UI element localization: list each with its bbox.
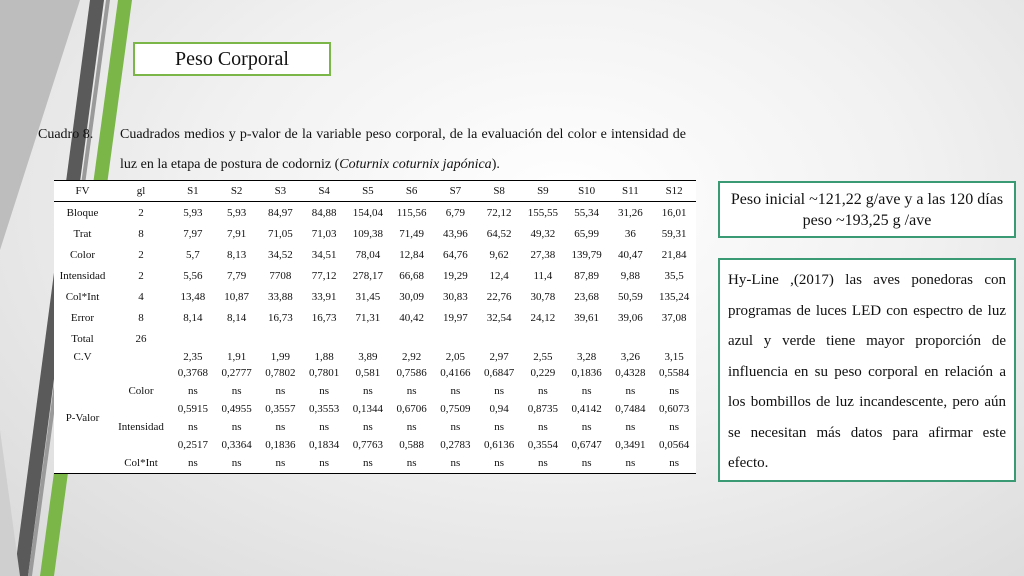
table-cell: 8 (138, 311, 144, 324)
significance-cell: ns (537, 421, 548, 433)
table-cell: 59,31 (661, 227, 687, 240)
empty-cell (302, 328, 346, 349)
table-cell: 154,04 (352, 206, 383, 219)
significance-cell: ns (450, 385, 461, 397)
table-cell: 8,14 (183, 311, 203, 324)
significance-cell: ns (187, 385, 198, 397)
significance-cell: ns (669, 421, 680, 433)
table-cell: 34,52 (268, 248, 293, 261)
species-name: Coturnix coturnix japónica (339, 157, 492, 172)
table-cell: 10,87 (224, 290, 249, 303)
cv-cell: 2,35 (183, 350, 203, 363)
table-cell: 39,61 (574, 311, 599, 324)
table-cell: 9,88 (620, 269, 640, 282)
significance-cell: ns (231, 385, 242, 397)
table-row (54, 307, 696, 328)
table-cell: 16,73 (311, 311, 337, 324)
cv-cell: 1,91 (227, 350, 247, 363)
table-cell: 87,89 (574, 269, 599, 282)
table-cell: Error (70, 311, 95, 324)
cv-cell: 2,55 (533, 350, 553, 363)
header-cell: S11 (609, 181, 653, 202)
pvalue-cell: 0,6136 (484, 439, 515, 451)
table-cell: 71,49 (399, 227, 424, 240)
total-label: Total (71, 332, 94, 345)
table-row (54, 265, 696, 286)
table-cell: 5,7 (186, 248, 200, 261)
table-cell: 115,56 (396, 206, 427, 219)
table-cell: Col*Int (65, 290, 100, 303)
table-cell: 30,09 (399, 290, 424, 303)
table-row (54, 202, 696, 224)
table-cell: 49,32 (530, 227, 556, 240)
significance-cell: ns (319, 421, 330, 433)
significance-cell: ns (275, 457, 286, 469)
table-cell: 71,03 (311, 227, 337, 240)
table-cell: Intensidad (59, 269, 106, 282)
table-cell: 19,97 (443, 311, 468, 324)
table-cell: 35,5 (664, 269, 684, 282)
table-cell: 8 (138, 227, 144, 240)
table-cell: 278,17 (352, 269, 383, 282)
significance-cell: ns (275, 421, 286, 433)
table-cell: 84,88 (311, 206, 337, 219)
table-cell: 7,79 (227, 269, 247, 282)
table-cell: 6,79 (445, 206, 465, 219)
table-cell: 5,93 (227, 206, 247, 219)
pvalue-cell: 0,0564 (659, 439, 690, 451)
table-cell: 39,06 (618, 311, 643, 324)
empty-cell (477, 328, 521, 349)
table-cell: 139,79 (571, 248, 602, 261)
pvalue-cell: 0,5584 (659, 367, 690, 379)
total-gl: 26 (135, 332, 147, 345)
pvalue-cell: 0,7801 (309, 367, 340, 379)
table-row (54, 286, 696, 307)
caption-number: Cuadro 8. (38, 127, 94, 142)
table-cell: 84,97 (268, 206, 293, 219)
table-cell: 5,56 (183, 269, 203, 282)
pvalue-cell: 0,7586 (396, 367, 427, 379)
significance-cell: ns (450, 421, 461, 433)
header-cell: S12 (652, 181, 696, 202)
empty-cell (346, 328, 390, 349)
table-cell: 71,05 (268, 227, 293, 240)
table-cell: 12,84 (399, 248, 424, 261)
significance-cell: ns (362, 457, 373, 469)
table-cell: 24,12 (530, 311, 556, 324)
significance-cell: ns (406, 385, 417, 397)
table-cell: 65,99 (574, 227, 599, 240)
pvalue-cell: 0,1836 (571, 367, 602, 379)
table-cell: 7,97 (183, 227, 203, 240)
header-cell: S4 (302, 181, 346, 202)
empty-cell (434, 328, 478, 349)
table-cell: 36 (624, 227, 636, 240)
significance-cell: ns (319, 457, 330, 469)
significance-cell: ns (669, 385, 680, 397)
header-cell: S1 (171, 181, 215, 202)
table-cell: Color (69, 248, 96, 261)
pvalue-cell: 0,3554 (527, 439, 558, 451)
pvalue-cell: 0,8735 (527, 403, 558, 415)
pvalue-cell: 0,7509 (440, 403, 471, 415)
pvalue-cell: 0,5915 (177, 403, 208, 415)
cv-cell: 2,05 (445, 350, 465, 363)
pvalue-row (54, 400, 696, 418)
empty-cell (54, 364, 111, 400)
significance-cell: ns (494, 457, 505, 469)
header-cell: S6 (390, 181, 434, 202)
pvalue-cell: 0,3768 (177, 367, 208, 379)
empty-cell (652, 328, 696, 349)
header-cell: S5 (346, 181, 390, 202)
table-cell: Bloque (66, 206, 99, 219)
header-cell: S9 (521, 181, 565, 202)
significance-cell: ns (275, 385, 286, 397)
pvalue-cell: 0,4328 (615, 367, 646, 379)
significance-cell: ns (581, 421, 592, 433)
cv-label: C.V (73, 350, 92, 363)
significance-cell: ns (581, 457, 592, 469)
table-cell: 31,45 (355, 290, 381, 303)
pvalue-cell: 0,1834 (309, 439, 340, 451)
pvalue-cell: 0,1344 (352, 403, 383, 415)
table-cell: 33,88 (268, 290, 293, 303)
pvalue-cell: 0,6073 (659, 403, 690, 415)
pvalue-group-name: Intensidad (118, 421, 164, 433)
significance-cell: ns (494, 421, 505, 433)
table-cell: 4 (138, 290, 144, 303)
table-row (54, 244, 696, 265)
significance-cell: ns (625, 457, 636, 469)
significance-cell: ns (450, 457, 461, 469)
table-cell: 32,54 (486, 311, 512, 324)
table-cell: 64,76 (443, 248, 468, 261)
table-cell: 11,4 (533, 269, 553, 282)
header-cell: gl (111, 181, 171, 202)
table-cell: 37,08 (661, 311, 687, 324)
table-cell: 2 (138, 248, 144, 261)
header-cell: S2 (215, 181, 259, 202)
empty-cell (565, 328, 609, 349)
table-cell: 135,24 (659, 290, 690, 303)
table-cell: 8,13 (227, 248, 247, 261)
table-cell: 34,51 (311, 248, 337, 261)
pvalue-cell: 0,6706 (396, 403, 427, 415)
empty-cell (54, 436, 111, 472)
pvalue-cell: 0,3491 (615, 439, 646, 451)
table-row (54, 223, 696, 244)
table-cell: 12,4 (489, 269, 509, 282)
table-cell: 23,68 (574, 290, 599, 303)
pvalue-group-name: Color (128, 385, 154, 397)
table-cell: 7,91 (227, 227, 247, 240)
significance-cell: ns (187, 421, 198, 433)
pvalue-cell: 0,2517 (177, 439, 208, 451)
table-cell: 16,01 (661, 206, 687, 219)
pvalue-cell: 0,94 (489, 403, 509, 415)
significance-cell: ns (362, 421, 373, 433)
pvalue-cell: 0,7763 (352, 439, 383, 451)
table-cell: 40,42 (399, 311, 424, 324)
header-cell: S3 (259, 181, 303, 202)
table-cell: 31,26 (618, 206, 643, 219)
pvalue-row (54, 436, 696, 454)
table-cell: 21,84 (661, 248, 687, 261)
total-row (54, 328, 696, 349)
table-cell: 55,34 (574, 206, 599, 219)
significance-cell: ns (187, 457, 198, 469)
significance-cell: ns (494, 385, 505, 397)
table-cell: 7708 (269, 269, 292, 282)
pvalue-cell: 0,2777 (221, 367, 252, 379)
pvalue-cell: 0,2783 (440, 439, 471, 451)
pvalue-cell: 0,7484 (615, 403, 646, 415)
table-cell: 64,52 (486, 227, 512, 240)
weight-note-box: Peso inicial ~121,22 g/ave y a las 120 días peso ~193,25 g /ave (718, 181, 1016, 238)
pvalue-cell: 0,581 (355, 367, 381, 379)
significance-cell: ns (669, 457, 680, 469)
significance-cell: ns (537, 385, 548, 397)
cv-cell: 3,15 (664, 350, 684, 363)
table-cell: 77,12 (311, 269, 337, 282)
pvalue-cell: 0,4166 (440, 367, 471, 379)
header-cell: S7 (434, 181, 478, 202)
table-cell: 72,12 (486, 206, 512, 219)
pvalue-cell: 0,588 (399, 439, 424, 451)
pvalue-cell: 0,6747 (571, 439, 602, 451)
cv-row (54, 349, 696, 364)
cv-cell: 2,92 (402, 350, 422, 363)
empty-cell (215, 328, 259, 349)
table-cell: 13,48 (180, 290, 206, 303)
table-cell: 33,91 (311, 290, 337, 303)
pvalue-row (54, 364, 696, 382)
empty-cell (609, 328, 653, 349)
slide-title: Peso Corporal (133, 42, 331, 76)
table-cell: Trat (73, 227, 92, 240)
significance-cell: ns (406, 457, 417, 469)
pvalue-cell: 0,3553 (309, 403, 340, 415)
empty-cell (390, 328, 434, 349)
table-header-row (54, 181, 696, 202)
reference-text-box: Hy-Line ,(2017) las aves ponedoras con programas de luces LED con espectro de luz azul y verde tiene mayor proporción de influencia en su peso corporal en relación a los bombillos de luz incandescente, pero aún se necesitan más datos para afirmar este efecto. (718, 258, 1016, 482)
table-cell: 78,04 (355, 248, 381, 261)
pvalue-cell: 0,7802 (265, 367, 296, 379)
header-cell: S10 (565, 181, 609, 202)
empty-cell (111, 349, 171, 364)
significance-cell: ns (231, 421, 242, 433)
pvalue-cell: 0,3364 (221, 439, 252, 451)
cv-cell: 3,89 (358, 350, 378, 363)
cv-cell: 3,26 (620, 350, 640, 363)
table-cell: 5,93 (183, 206, 203, 219)
table-cell: 22,76 (486, 290, 512, 303)
cv-cell: 1,88 (314, 350, 334, 363)
table-cell: 71,31 (355, 311, 381, 324)
table-cell: 8,14 (227, 311, 247, 324)
pvalue-cell: 0,4142 (571, 403, 602, 415)
significance-cell: ns (625, 385, 636, 397)
table-cell: 66,68 (399, 269, 424, 282)
table-cell: 9,62 (489, 248, 509, 261)
pvalue-group-name: Col*Int (124, 457, 158, 469)
header-cell: S8 (477, 181, 521, 202)
table-cell: 27,38 (530, 248, 556, 261)
significance-cell: ns (406, 421, 417, 433)
cv-cell: 1,99 (270, 350, 290, 363)
cv-cell: 2,97 (489, 350, 509, 363)
table-cell: 40,47 (618, 248, 643, 261)
significance-cell: ns (319, 385, 330, 397)
table-cell: 43,96 (443, 227, 468, 240)
empty-cell (521, 328, 565, 349)
pvalue-cell: 0,229 (530, 367, 556, 379)
significance-cell: ns (362, 385, 373, 397)
table-cell: 50,59 (618, 290, 643, 303)
pvalue-cell: 0,6847 (484, 367, 515, 379)
pvalor-label: P-Valor (65, 412, 100, 424)
significance-cell: ns (231, 457, 242, 469)
pvalue-cell: 0,1836 (265, 439, 296, 451)
table-cell: 30,83 (443, 290, 468, 303)
pvalue-cell: 0,3557 (265, 403, 296, 415)
cv-cell: 3,28 (577, 350, 597, 363)
anova-table (54, 180, 696, 474)
table-cell: 19,29 (443, 269, 468, 282)
empty-cell (171, 328, 215, 349)
caption-text: Cuadrados medios y p-valor de la variable peso corporal, de la evaluación del color e intensidad de luz en la etapa de postura de codorniz (Coturnix coturnix japónica). (120, 127, 686, 172)
empty-cell (259, 328, 303, 349)
pvalue-cell: 0,4955 (221, 403, 252, 415)
header-cell: FV (54, 181, 111, 202)
significance-cell: ns (537, 457, 548, 469)
table-cell: 2 (138, 269, 144, 282)
table-cell: 30,78 (530, 290, 556, 303)
table-cell: 155,55 (527, 206, 558, 219)
table-cell: 109,38 (352, 227, 383, 240)
significance-cell: ns (625, 421, 636, 433)
table-cell: 16,73 (268, 311, 293, 324)
significance-cell: ns (581, 385, 592, 397)
table-cell: 2 (138, 206, 144, 219)
